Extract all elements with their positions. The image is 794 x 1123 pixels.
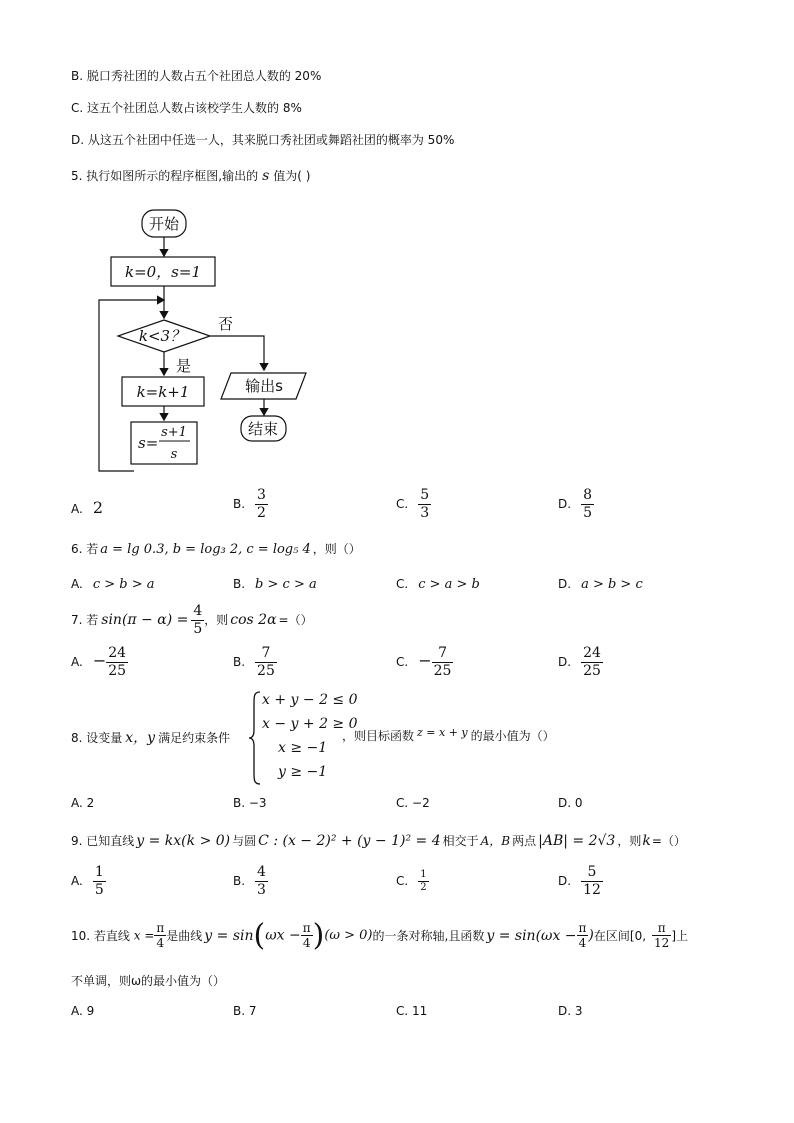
q6-option-b: B. b > c > a [233,577,317,592]
q5-stem: 5. 执行如图所示的程序框图,输出的 s 值为( ) [71,168,311,184]
flow-no-label: 否 [218,315,234,333]
q7-option-a: A. − $\frac{24}{25}$ [71,645,127,679]
flow-step2-lhs: s= [138,434,159,452]
q8-stem-prefix: 8. 设变量 x，y 满足约束条件 [71,730,231,746]
q5-option-b: B. $\frac{3}{2}$ [233,487,266,521]
flow-output-label: 输出s [245,377,283,395]
q4-option-b: B. 脱口秀社团的人数占五个社团总人数的 20% [71,69,322,83]
q8-option-b: B. −3 [233,796,267,810]
q6-option-d: D. a > b > c [558,577,643,592]
q10-stem-line1: 10. 若直线 x = $\frac{\pi}{4}$ 是曲线 y = sin(ωx − $\frac{\pi}{4}$ )(ω > 0)的一条对称轴,且函数 y = sin(ωx − $\frac{\pi}{4}$ )在区间[0, $\frac{\pi}{12}$ ]上 [71,918,688,953]
q10-stem-line2: 不单调，则ω的最小值为（） [71,974,226,988]
q7-option-c: C. − $\frac{7}{25}$ [396,645,452,679]
q10-option-b: B. 7 [233,1004,257,1018]
flow-start-label: 开始 [148,215,180,233]
q8-option-c: C. −2 [396,796,430,810]
q9-option-b: B. $\frac{4}{3}$ [233,864,266,898]
q9-option-a: A. $\frac{1}{5}$ [71,864,104,898]
q4-option-c: C. 这五个社团总人数占该校学生人数的 8% [71,101,302,115]
flow-init-label: k=0，s=1 [124,263,202,281]
q6-option-a: A. c > b > a [71,577,155,592]
q9-stem: 9. 已知直线 y = kx(k > 0) 与圆 C : (x − 2)² + (y − 1)² = 4 相交于 A，B 两点 |AB| = 2√3 ，则k=（） [71,833,686,849]
flow-decision-label: k<3？ [138,327,186,345]
q9-option-c: C. $\frac{1}{2}$ [396,869,427,893]
q6-stem: 6. 若 a = lg 0.3, b = log₃ 2, c = log₅ 4 ，则（） [71,542,361,557]
q8-constraint-1: x + y − 2 ≤ 0 [262,692,358,708]
q8-option-a: A. 2 [71,796,95,810]
q5-option-a: A. 2 [71,498,103,517]
q5-option-c: C. $\frac{5}{3}$ [396,487,430,521]
q10-option-c: C. 11 [396,1004,428,1018]
q8-stem-suffix: ，则目标函数 z = x + y 的最小值为（） [342,726,555,743]
flow-yes-label: 是 [176,357,192,375]
q8-brace [248,690,262,786]
flow-step2-num: s+1 [161,425,187,440]
q8-constraint-2: x − y + 2 ≥ 0 [262,716,358,732]
q10-option-d: D. 3 [558,1004,583,1018]
q5-flowchart [90,200,320,480]
q7-option-b: B. $\frac{7}{25}$ [233,645,275,679]
q7-stem: 7. 若 sin(π − α) = $\frac{4}{5}$ ，则 cos 2α =（） [71,603,313,637]
q10-option-a: A. 9 [71,1004,95,1018]
q9-option-d: D. $\frac{5}{12}$ [558,864,601,898]
flow-end-label: 结束 [247,420,279,438]
q7-option-d: D. $\frac{24}{25}$ [558,645,601,679]
q8-constraint-4: y ≥ −1 [278,764,328,780]
q8-option-d: D. 0 [558,796,583,810]
q5-option-d: D. $\frac{8}{5}$ [558,487,592,521]
q8-constraint-3: x ≥ −1 [278,740,328,756]
flow-step1-label: k=k+1 [136,383,190,401]
q4-option-d: D. 从这五个社团中任选一人，其来脱口秀社团或舞蹈社团的概率为 50% [71,133,455,147]
flow-step2-den: s [170,447,178,462]
q6-option-c: C. c > a > b [396,577,480,592]
